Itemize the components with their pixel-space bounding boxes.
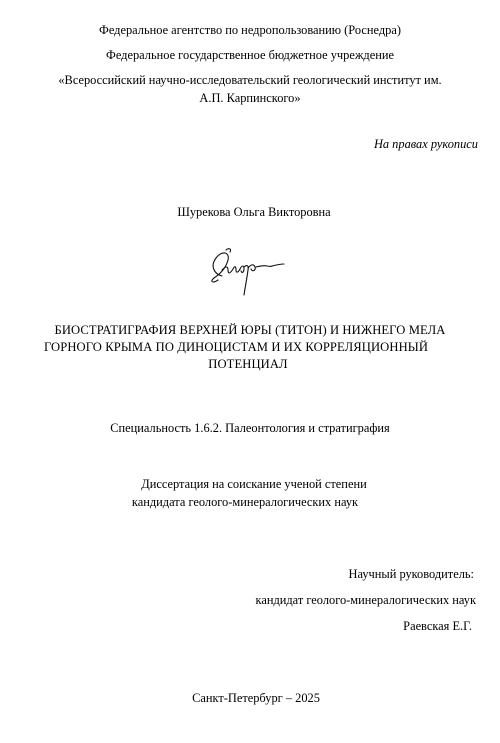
specialty: Специальность 1.6.2. Палеонтология и стратиграфия (110, 421, 390, 435)
signature-icon (200, 240, 290, 296)
dissertation-purpose-line1: Диссертация на соискание ученой степени (141, 477, 367, 491)
author-name: Шурекова Ольга Викторовна (177, 205, 331, 219)
supervisor-label: Научный руководитель: (348, 567, 474, 581)
dissertation-title-line3: ПОТЕНЦИАЛ (208, 357, 288, 371)
agency-name: Федеральное агентство по недропользованию (Роснедра) (99, 23, 401, 37)
city-year: Санкт-Петербург – 2025 (192, 691, 320, 705)
institution-type: Федеральное государственное бюджетное учреждение (106, 48, 394, 62)
supervisor-degree: кандидат геолого-минералогических наук (255, 593, 476, 607)
dissertation-title-line2: ГОРНОГО КРЫМА ПО ДИНОЦИСТАМ И ИХ КОРРЕЛЯЦИОННЫЙ (43, 340, 429, 354)
dissertation-purpose-line2: кандидата геолого-минералогических наук (131, 495, 359, 509)
manuscript-rights-note: На правах рукописи (373, 137, 478, 151)
institute-name-line2: А.П. Карпинского» (199, 91, 301, 105)
supervisor-name: Раевская Е.Г. (403, 619, 472, 633)
dissertation-title-line1: БИОСТРАТИГРАФИЯ ВЕРХНЕЙ ЮРЫ (ТИТОН) И НИЖНЕГО МЕЛА (54, 323, 446, 337)
institute-name-line1: «Всероссийский научно-исследовательский геологический институт им. (58, 73, 442, 87)
